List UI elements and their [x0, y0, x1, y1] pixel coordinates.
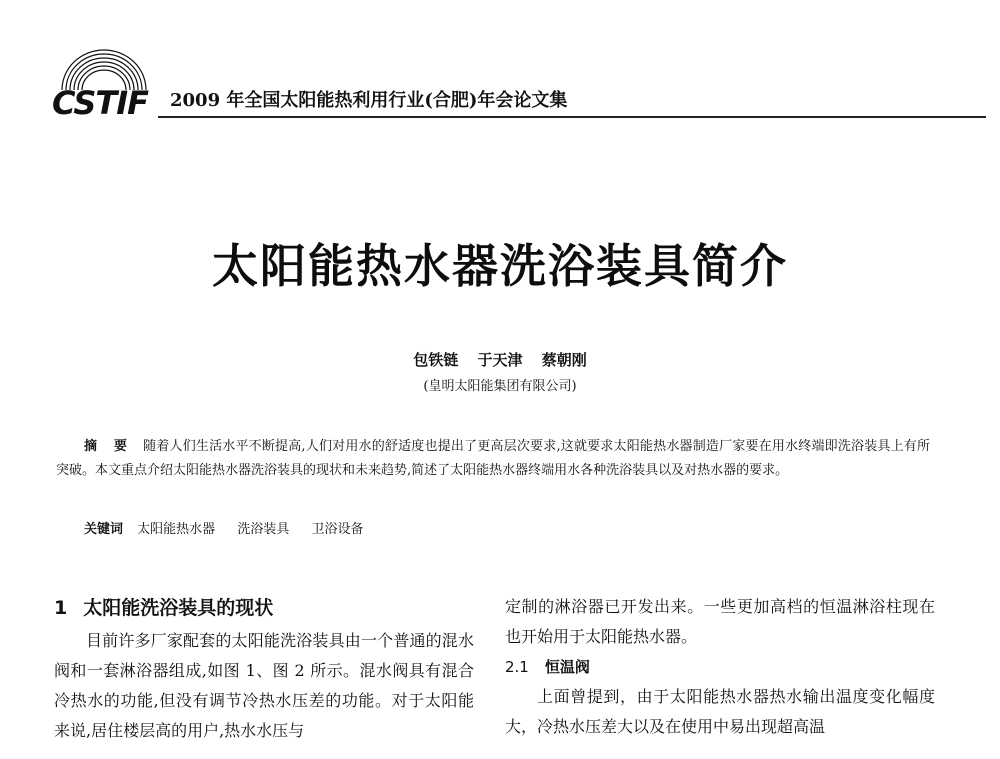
- logo-wordmark: CSTIF: [52, 84, 148, 122]
- section-2-1-paragraph: 上面曾提到，由于太阳能热水器热水输出温度变化幅度大，冷热水压差大以及在使用中易出现超高温: [505, 687, 935, 736]
- left-column: [54, 592, 474, 746]
- section-1-paragraph: 目前许多厂家配套的太阳能洗浴装具由一个普通的混水阀和一套淋浴器组成,如图 1、图 2 所示。混水阀具有混合冷热水的功能,但没有调节冷热水压差的功能。对于太阳能来说,居住楼层高的用户,热水水压与: [54, 631, 474, 740]
- subsection-number: 2.1: [505, 658, 529, 676]
- section-1-heading: [54, 592, 474, 624]
- subsection-title: 恒温阀: [544, 658, 590, 676]
- section-title: 太阳能洗浴装具的现状: [83, 597, 274, 619]
- abstract: [56, 435, 930, 482]
- header-rule: [158, 116, 986, 118]
- right-column: [505, 592, 935, 742]
- keyword-item: 洗浴装具: [237, 522, 290, 537]
- author-affiliation: (皇明太阳能集团有限公司): [423, 379, 577, 394]
- keyword-item: 太阳能热水器: [137, 522, 216, 537]
- paper-title: 太阳能热水器洗浴装具简介: [212, 239, 788, 293]
- keyword-item: 卫浴设备: [311, 522, 364, 537]
- abstract-text: 随着人们生活水平不断提高,人们对用水的舒适度也提出了更高层次要求,这就要求太阳能热水器制造厂家要在用水终端即洗浴装具上有所突破。本文重点介绍太阳能热水器洗浴装具的现状和未来趋势,简述了太阳能热水器终端用水各种洗浴装具以及对热水器的要求。: [56, 439, 930, 478]
- page-header: [0, 0, 1000, 130]
- section-number: 1: [54, 597, 68, 619]
- paper-authors: 包铁链 于天津 蔡朝刚: [413, 351, 587, 369]
- section-2-1-heading: [505, 652, 935, 682]
- keywords: [56, 520, 930, 540]
- abstract-label: 摘 要: [84, 439, 134, 454]
- proceedings-title: 2009 年全国太阳能热利用行业(合肥)年会论文集: [170, 90, 568, 111]
- keywords-label: 关键词: [84, 522, 124, 537]
- cstif-logo: [52, 44, 156, 124]
- continued-paragraph: 定制的淋浴器已开发出来。一些更加高档的恒温淋浴柱现在也开始用于太阳能热水器。: [505, 597, 935, 646]
